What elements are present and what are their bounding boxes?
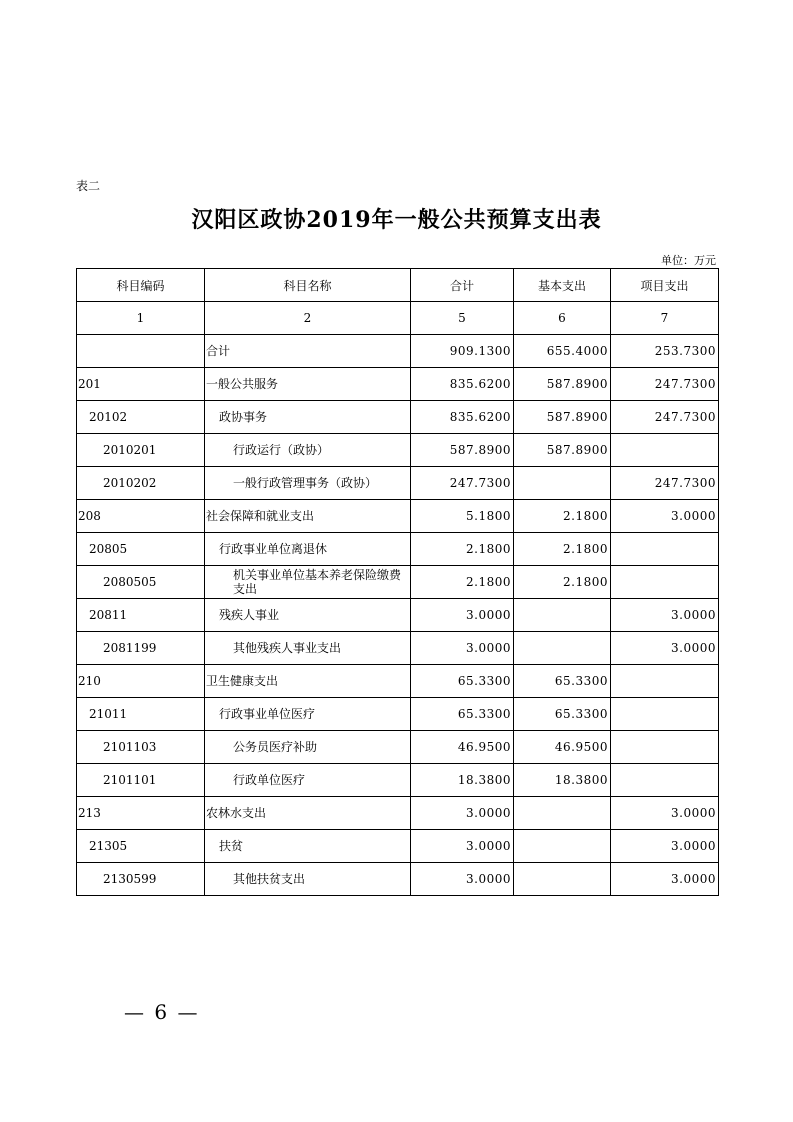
unit-label: 单位：万元 — [661, 254, 716, 267]
project-cell — [611, 533, 719, 566]
code-cell: 2101103 — [77, 731, 205, 764]
name-cell: 合计 — [205, 335, 411, 368]
code-cell: 201 — [77, 368, 205, 401]
total-cell: 3.0000 — [411, 863, 514, 896]
name-cell: 社会保障和就业支出 — [205, 500, 411, 533]
total-cell: 587.8900 — [411, 434, 514, 467]
index-cell: 7 — [611, 302, 719, 335]
name-cell: 机关事业单位基本养老保险缴费支出 — [205, 566, 411, 599]
total-cell: 65.3300 — [411, 698, 514, 731]
budget-table — [76, 268, 719, 896]
total-cell: 3.0000 — [411, 599, 514, 632]
table-row — [77, 434, 719, 467]
header-name: 科目名称 — [205, 269, 411, 302]
index-cell: 6 — [514, 302, 611, 335]
table-row — [77, 335, 719, 368]
project-cell — [611, 434, 719, 467]
name-cell: 行政事业单位医疗 — [205, 698, 411, 731]
total-cell: 3.0000 — [411, 797, 514, 830]
code-cell: 213 — [77, 797, 205, 830]
code-cell: 2101101 — [77, 764, 205, 797]
header-total: 合计 — [411, 269, 514, 302]
index-cell: 2 — [205, 302, 411, 335]
name-cell: 残疾人事业 — [205, 599, 411, 632]
code-cell: 21011 — [77, 698, 205, 731]
total-cell: 2.1800 — [411, 533, 514, 566]
project-cell — [611, 764, 719, 797]
name-cell: 行政单位医疗 — [205, 764, 411, 797]
table-row — [77, 764, 719, 797]
table-label: 表二 — [76, 179, 101, 193]
name-cell: 政协事务 — [205, 401, 411, 434]
table-row — [77, 467, 719, 500]
code-cell: 21305 — [77, 830, 205, 863]
page-title: 汉阳区政协2019年一般公共预算支出表 — [191, 207, 602, 233]
total-cell: 3.0000 — [411, 830, 514, 863]
basic-cell — [514, 599, 611, 632]
name-cell: 扶贫 — [205, 830, 411, 863]
table-row — [77, 863, 719, 896]
basic-cell — [514, 797, 611, 830]
table-row — [77, 797, 719, 830]
name-cell: 卫生健康支出 — [205, 665, 411, 698]
total-cell: 835.6200 — [411, 368, 514, 401]
table-row — [77, 632, 719, 665]
table-row — [77, 599, 719, 632]
basic-cell: 2.1800 — [514, 533, 611, 566]
code-cell: 210 — [77, 665, 205, 698]
total-cell: 46.9500 — [411, 731, 514, 764]
total-cell: 65.3300 — [411, 665, 514, 698]
name-cell: 其他扶贫支出 — [205, 863, 411, 896]
basic-cell — [514, 830, 611, 863]
page-number: — 6 — — [124, 1000, 200, 1024]
basic-cell: 587.8900 — [514, 401, 611, 434]
index-cell: 5 — [411, 302, 514, 335]
project-cell: 3.0000 — [611, 863, 719, 896]
code-cell: 2010202 — [77, 467, 205, 500]
table-row — [77, 566, 719, 599]
code-cell: 2130599 — [77, 863, 205, 896]
total-cell: 909.1300 — [411, 335, 514, 368]
name-cell: 公务员医疗补助 — [205, 731, 411, 764]
name-cell: 行政运行（政协） — [205, 434, 411, 467]
project-cell: 247.7300 — [611, 467, 719, 500]
code-cell: 20102 — [77, 401, 205, 434]
table-row — [77, 500, 719, 533]
basic-cell: 2.1800 — [514, 500, 611, 533]
total-cell: 835.6200 — [411, 401, 514, 434]
project-cell: 3.0000 — [611, 830, 719, 863]
table-row — [77, 533, 719, 566]
basic-cell: 587.8900 — [514, 434, 611, 467]
table-row — [77, 368, 719, 401]
index-cell: 1 — [77, 302, 205, 335]
code-cell: 2010201 — [77, 434, 205, 467]
basic-cell: 2.1800 — [514, 566, 611, 599]
total-cell: 3.0000 — [411, 632, 514, 665]
total-cell: 5.1800 — [411, 500, 514, 533]
table-row — [77, 830, 719, 863]
total-cell: 247.7300 — [411, 467, 514, 500]
table-row — [77, 665, 719, 698]
basic-cell: 46.9500 — [514, 731, 611, 764]
code-cell — [77, 335, 205, 368]
project-cell: 247.7300 — [611, 368, 719, 401]
project-cell: 3.0000 — [611, 599, 719, 632]
table-row — [77, 401, 719, 434]
basic-cell: 65.3300 — [514, 665, 611, 698]
total-cell: 18.3800 — [411, 764, 514, 797]
index-row — [77, 302, 719, 335]
code-cell: 20805 — [77, 533, 205, 566]
header-code: 科目编码 — [77, 269, 205, 302]
name-cell: 行政事业单位离退休 — [205, 533, 411, 566]
project-cell: 253.7300 — [611, 335, 719, 368]
header-row — [77, 269, 719, 302]
code-cell: 2080505 — [77, 566, 205, 599]
project-cell: 3.0000 — [611, 632, 719, 665]
basic-cell: 18.3800 — [514, 764, 611, 797]
project-cell — [611, 566, 719, 599]
code-cell: 208 — [77, 500, 205, 533]
header-project: 项目支出 — [611, 269, 719, 302]
name-cell: 一般公共服务 — [205, 368, 411, 401]
basic-cell: 65.3300 — [514, 698, 611, 731]
project-cell: 3.0000 — [611, 500, 719, 533]
table-row — [77, 698, 719, 731]
code-cell: 2081199 — [77, 632, 205, 665]
name-cell: 其他残疾人事业支出 — [205, 632, 411, 665]
total-cell: 2.1800 — [411, 566, 514, 599]
header-basic: 基本支出 — [514, 269, 611, 302]
project-cell: 3.0000 — [611, 797, 719, 830]
code-cell: 20811 — [77, 599, 205, 632]
basic-cell — [514, 863, 611, 896]
basic-cell — [514, 632, 611, 665]
basic-cell — [514, 467, 611, 500]
name-cell: 农林水支出 — [205, 797, 411, 830]
name-cell: 一般行政管理事务（政协） — [205, 467, 411, 500]
project-cell — [611, 698, 719, 731]
project-cell — [611, 665, 719, 698]
basic-cell: 587.8900 — [514, 368, 611, 401]
table-row — [77, 731, 719, 764]
project-cell — [611, 731, 719, 764]
basic-cell: 655.4000 — [514, 335, 611, 368]
project-cell: 247.7300 — [611, 401, 719, 434]
